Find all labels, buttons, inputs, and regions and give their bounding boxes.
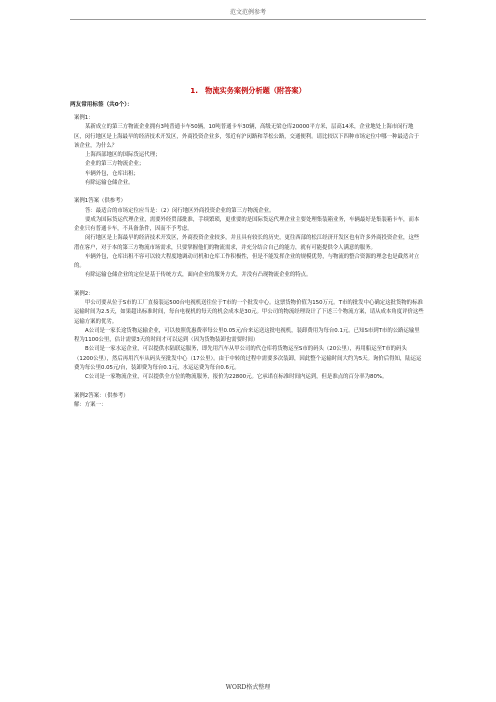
spacer	[74, 281, 424, 290]
answer1-paragraph: 闵行地区是上海最早的经济技术开发区，外商投资企业较多，并且具有较长的历史，更往西部的松江经济开发区也有许多外商投资企业，这些潜在客户，对于本的第三方物流市场需求，只要掌握他们的物流需求，并充分结合自己的能力，就有可能提供令人满意的服务。	[74, 235, 420, 251]
document-body	[74, 114, 424, 410]
case1-body: 某新成立的第三方物流企业拥有3吨普通卡车50辆，10吨普通卡车30辆，高级无梁仓库20000平方米，层高14米，企业地处上海市闵行地区，闵行地区是上海最早的经济技术开发区，外商投资企业多，邻近有沪闵路和莘松公路，交通便利。请比较以下四种市场定位中哪一种最适合于该企业，为什么？	[74, 124, 420, 149]
case2-paragraph: A公司是一家长途货物运输企业，可以按照优惠费率每公里0.05元/台来运送这批电视机，装卸费用为每台0.1元。已知S市到T市的公路运输里程为1100公里，估计需要3天的时间才可以运到（因为货物装卸也需要时间）	[74, 327, 420, 343]
answer1-paragraph: 有除运输仓储企业的定位是基于传统方式，面向企业的服务方式，并没有凸现物流企业的特点。	[85, 272, 312, 279]
spacer	[74, 188, 424, 197]
page-footer: WORD格式整理	[225, 684, 271, 691]
answer1-paragraph: 答：最适合的市场定位应当是：（2）闵行地区外商投资企业的第三方物流企业。	[85, 207, 275, 214]
page-header: 范文范例参考	[229, 9, 266, 16]
case1-option: 有除运输仓储企业。	[85, 179, 134, 186]
case1-label: 案例1：	[74, 115, 94, 121]
tags-subtitle: 两友常用标签（共0个）：	[70, 102, 133, 108]
answer2-label: 案例2答案：（供参考）	[74, 392, 129, 399]
case1-option: 上海西部地区的国际货运代理；	[85, 152, 161, 158]
answer2-line: 解：方案一：	[74, 401, 107, 408]
case2-paragraph: B公司是一家水运企业，可以提供水陆联运服务，即先用汽车从甲公司的代仓库将货物运至S市的码头（20公里），再用船运至T市的码头（1200公里），然后再用汽车从码头至批发中心（17公里）。由于中转的过程中需要多次装卸，因此整个运输时间大约为5天。询价后得知，陆运运费为每公里0.05元/台，装卸费为每台0.1元，水运运费为每台0.6元。	[74, 346, 422, 371]
spacer	[74, 382, 424, 391]
answer1-paragraph: 要成为国际货运代理企业，需要外经贸部批准，手续繁琐，更重要的是国际货运代理企业主要处理集装箱业务，车辆最好是集装箱卡车，而本企业只有普通卡车，不具备条件，因而不予考虑。	[74, 216, 420, 232]
case2-label: 案例2：	[74, 290, 94, 297]
document-title: 1. 物流实务案例分析题（附答案）	[190, 86, 306, 95]
case2-paragraph: 甲公司要从位于S市的工厂直接装运500台电视机送往位于T市的一个批发中心。这票货物价值为150万元。T市的批发中心确定这批货物的标准运输时间为2.5天，如果超出标准时间，每台电视机的每天的机会成本是30元。甲公司的物流经理设计了下述三个物流方案，请从成本角度评价这些运输方案的优劣。	[74, 300, 424, 325]
answer1-label: 案例1答案（供参考）	[74, 198, 126, 205]
answer1-paragraph: 车辆外包，仓库出租不容可以较大程度地调动司机和仓库工作积极性，但是不能发挥企业的规模优势，与物流的整合资源的理念也是截然对立的。	[74, 253, 420, 269]
case2-paragraph: C公司是一家物流企业，可以提供全方位的物流服务，报价为22800元。它承诺在标准时间内运到，但是准点的百分率为80%。	[85, 374, 388, 380]
case1-option: 车辆外包，仓库出租；	[85, 170, 139, 177]
case1-option: 企业的第三方物流企业；	[85, 161, 145, 168]
header-divider	[70, 19, 426, 20]
